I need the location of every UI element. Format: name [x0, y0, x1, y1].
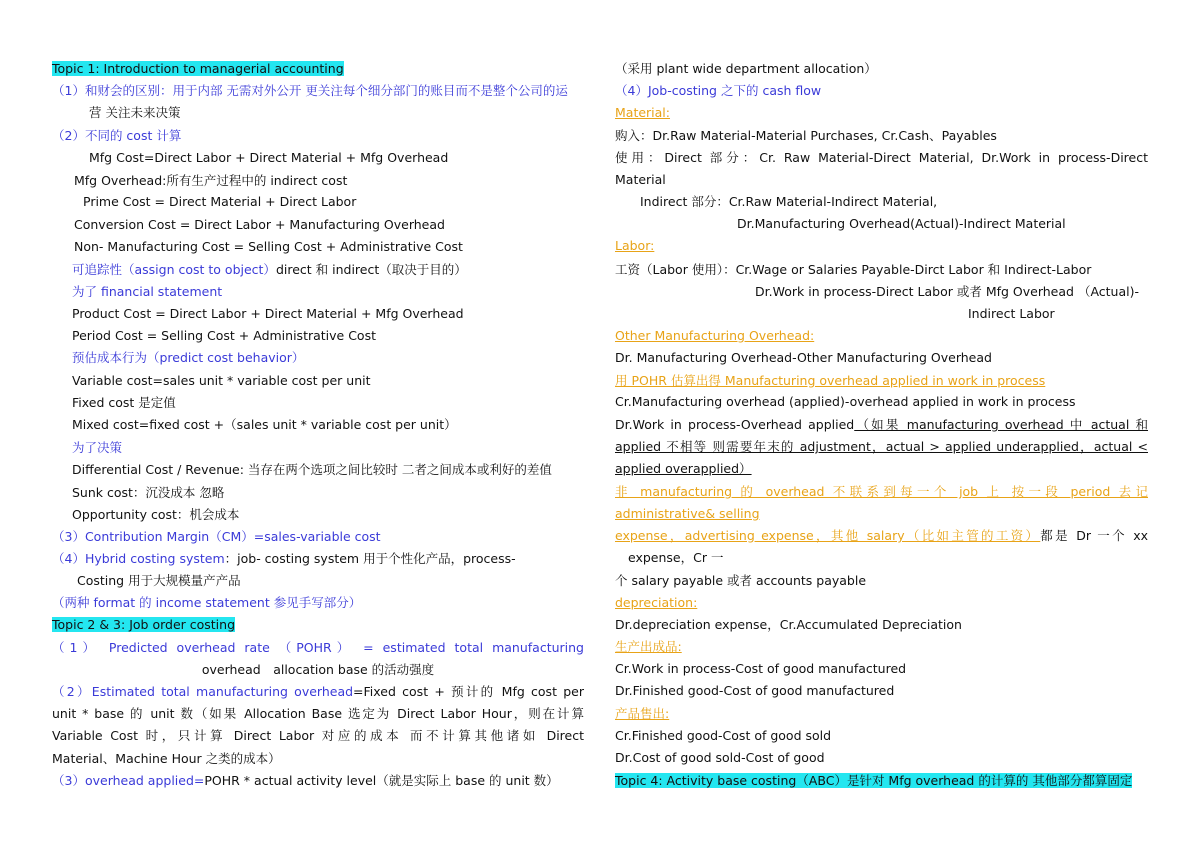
note-line: 使用：Direct 部分：Cr. Raw Material-Direct Material, Dr.Work in process-Direct	[615, 150, 1148, 165]
material-heading: Material:	[615, 105, 670, 120]
note-line: Indirect Labor	[968, 306, 1055, 321]
note-line: Material	[615, 172, 666, 187]
note-line: （两种 format 的 income statement 参见手写部分）	[52, 595, 362, 610]
note-line: expense，Cr 一	[628, 550, 724, 565]
note-line: 为了 financial statement	[72, 284, 223, 299]
note-line: （采用 plant wide department allocation）	[615, 61, 877, 76]
note-line: Cr.Work in process-Cost of good manufactured	[615, 661, 907, 676]
topic1-heading: Topic 1: Introduction to managerial accounting	[52, 61, 344, 76]
note-line: 可追踪性（assign cost to object）direct 和 indirect（取决于目的）	[72, 262, 467, 277]
note-line: expense，advertising expense，其他 salary（比如主管的工资）都是 Dr 一个 xx	[615, 528, 1148, 543]
note-line: Cr.Manufacturing overhead (applied)-overhead applied in work in process	[615, 394, 1076, 409]
note-line: Opportunity cost：机会成本	[72, 507, 240, 522]
note-line: Dr.depreciation expense，Cr.Accumulated Depreciation	[615, 617, 962, 632]
note-line: Conversion Cost = Direct Labor + Manufacturing Overhead	[74, 217, 445, 232]
produce-heading: 生产出成品:	[615, 639, 682, 654]
note-line: 非 manufacturing 的 overhead 不联系到每一个 job 上 按一段 period 去记	[615, 484, 1148, 499]
note-line: 个 salary payable 或者 accounts payable	[615, 573, 867, 588]
note-line: Dr.Manufacturing Overhead(Actual)-Indirect Material	[737, 216, 1066, 231]
note-line: （2）Estimated total manufacturing overhead=Fixed cost + 预计的 Mfg cost per	[52, 684, 584, 699]
sold-heading: 产品售出:	[615, 706, 670, 721]
note-line: （1）和财会的区别：用于内部 无需对外公开 更关注每个细分部门的账目而不是整个公司的运	[52, 83, 568, 98]
note-line: Cr.Finished good-Cost of good sold	[615, 728, 832, 743]
note-line: （4）Job-costing 之下的 cash flow	[615, 83, 822, 98]
note-line: unit * base 的 unit 数（如果 Allocation Base 选定为 Direct Labor Hour，则在计算	[52, 706, 584, 721]
note-line: 用 POHR 估算出得 Manufacturing overhead applied in work in process	[615, 373, 1046, 388]
note-line: Dr.Work in process-Direct Labor 或者 Mfg Overhead （Actual)-	[755, 284, 1139, 299]
depreciation-heading: depreciation:	[615, 595, 698, 610]
note-line: Dr.Cost of good sold-Cost of good	[615, 750, 825, 765]
topic4-heading: Topic 4: Activity base costing（ABC）是针对 Mfg overhead 的计算的 其他部分都算固定	[615, 773, 1133, 788]
note-line: Indirect 部分：Cr.Raw Material-Indirect Material,	[640, 194, 938, 209]
note-line: （3）overhead applied=POHR * actual activity level（就是实际上 base 的 unit 数）	[52, 773, 559, 788]
note-line: （2）不同的 cost 计算	[52, 128, 182, 143]
note-line: Mixed cost=fixed cost +（sales unit * variable cost per unit）	[72, 417, 457, 432]
note-line: Sunk cost：沉没成本 忽略	[72, 485, 225, 500]
note-line: 预估成本行为（predict cost behavior）	[72, 350, 305, 365]
note-line: Fixed cost 是定值	[72, 395, 176, 410]
note-line: applied 不相等 则需要年末的 adjustment，actual > applied underapplied，actual <	[615, 439, 1148, 454]
note-line: overhead allocation base 的活动强度	[201, 662, 435, 677]
note-line: Prime Cost = Direct Material + Direct Labor	[83, 194, 357, 209]
note-line: 工资（Labor 使用）：Cr.Wage or Salaries Payable-Dirct Labor 和 Indirect-Labor	[615, 262, 1092, 277]
note-line: Dr.Work in process-Overhead applied（如果 manufacturing overhead 中 actual 和	[615, 417, 1149, 432]
other-overhead-heading: Other Manufacturing Overhead:	[615, 328, 815, 343]
note-line: 购入：Dr.Raw Material-Material Purchases, Cr.Cash、Payables	[615, 128, 997, 143]
note-line: 营 关注未来决策	[89, 105, 181, 120]
note-line: administrative& selling	[615, 506, 760, 521]
note-line: Product Cost = Direct Labor + Direct Material + Mfg Overhead	[72, 306, 464, 321]
note-line: Variable Cost 时，只计算 Direct Labor 对应的成本 而不计算其他诸如 Direct	[52, 728, 584, 743]
topic23-heading: Topic 2 & 3: Job order costing	[52, 617, 236, 632]
note-line: Variable cost=sales unit * variable cost per unit	[72, 373, 371, 388]
note-line: Mfg Cost=Direct Labor + Direct Material + Mfg Overhead	[89, 150, 449, 165]
note-line: applied overapplied）	[615, 461, 752, 476]
note-line: Material、Machine Hour 之类的成本）	[52, 751, 281, 766]
note-line: Period Cost = Selling Cost + Administrative Cost	[72, 328, 376, 343]
note-line: Mfg Overhead:所有生产过程中的 indirect cost	[74, 173, 348, 188]
labor-heading: Labor:	[615, 238, 655, 253]
note-line: 为了决策	[72, 440, 123, 455]
note-line: Dr. Manufacturing Overhead-Other Manufacturing Overhead	[615, 350, 992, 365]
note-line: Differential Cost / Revenue: 当存在两个选项之间比较时 二者之间成本或利好的差值	[72, 462, 552, 477]
note-line: Costing 用于大规模量产产品	[77, 573, 241, 588]
note-line: Dr.Finished good-Cost of good manufactured	[615, 683, 895, 698]
note-line: （1） Predicted overhead rate （POHR） = estimated total manufacturing	[52, 640, 584, 655]
note-line: （4）Hybrid costing system：job- costing system 用于个性化产品，process-	[52, 551, 516, 566]
note-line: Non- Manufacturing Cost = Selling Cost + Administrative Cost	[74, 239, 463, 254]
note-line: （3）Contribution Margin（CM）=sales-variable cost	[52, 529, 381, 544]
